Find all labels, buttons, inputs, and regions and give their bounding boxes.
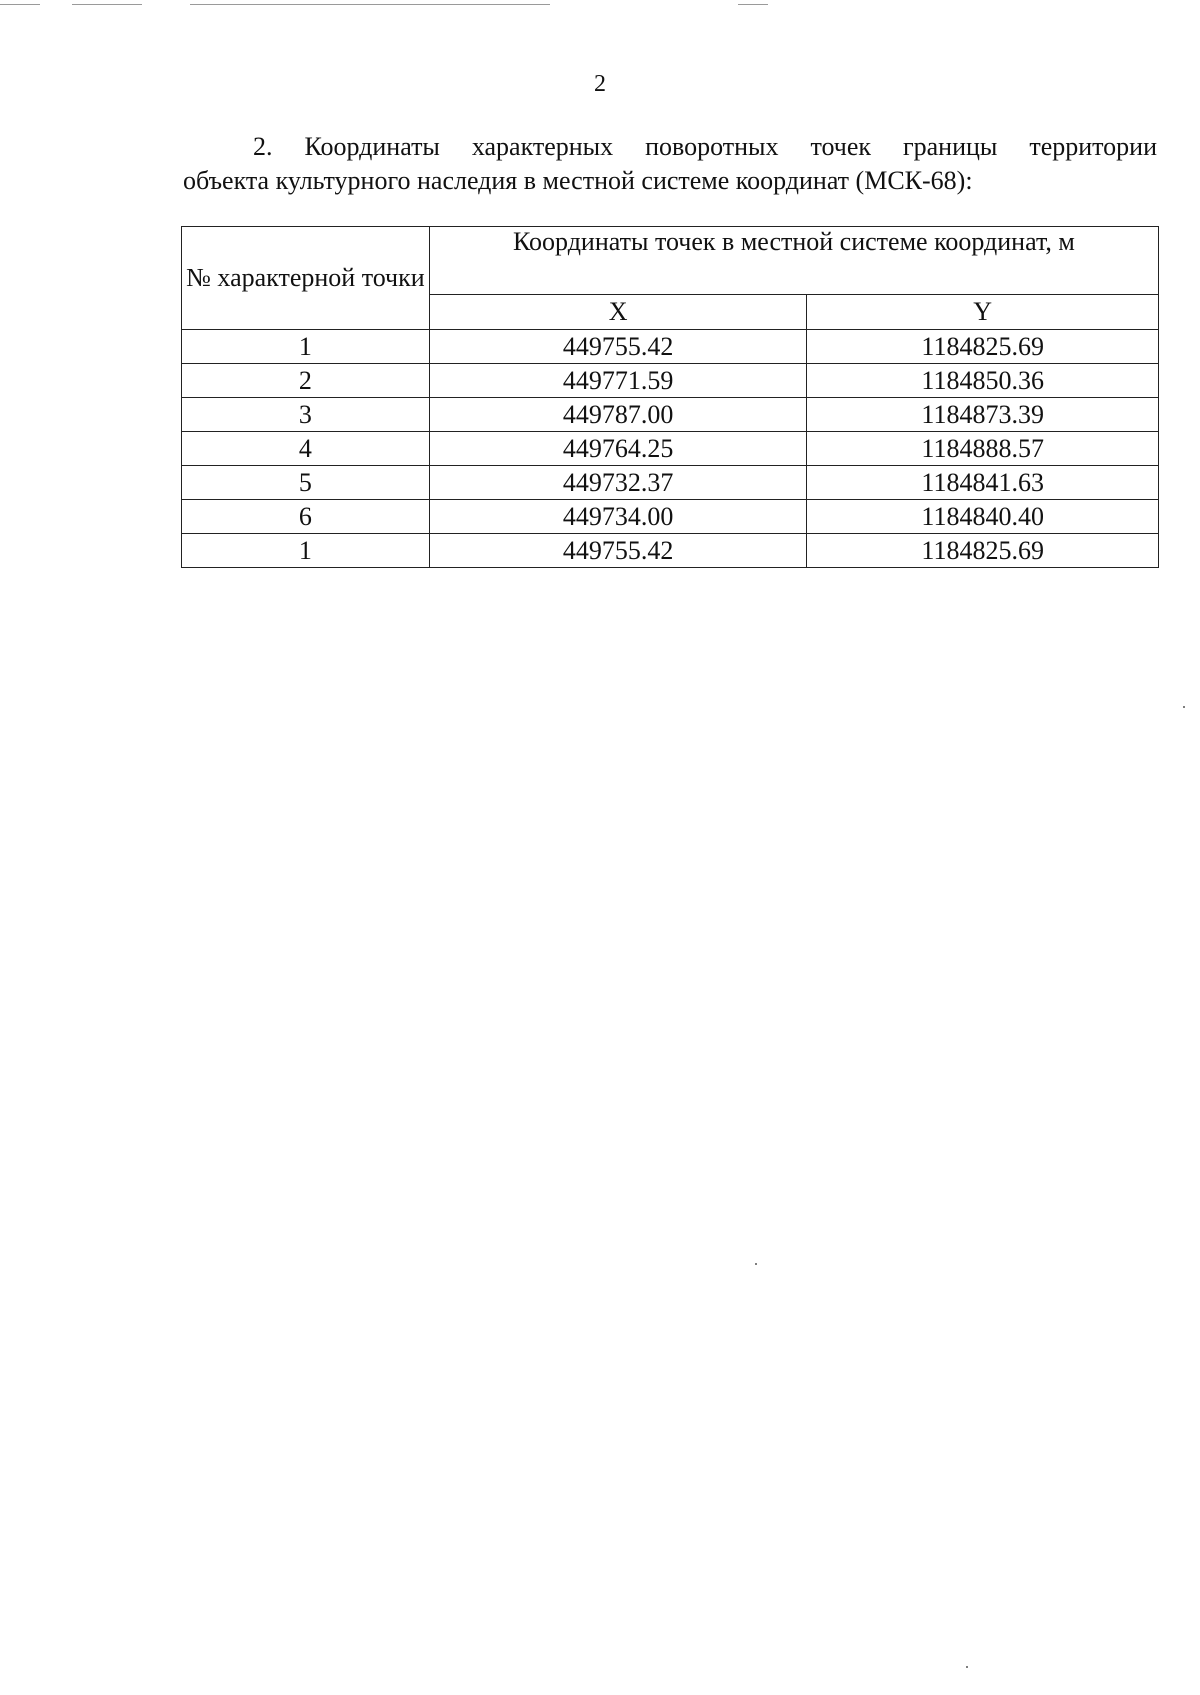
section-paragraph — [183, 130, 1157, 198]
table-header-row — [182, 227, 1159, 295]
y-coordinate-cell: 1184873.39 — [807, 398, 1159, 432]
x-coordinate-cell: 449771.59 — [429, 364, 807, 398]
y-coordinate-cell: 1184825.69 — [807, 534, 1159, 568]
header-point-number: № характерной точки — [182, 227, 430, 330]
table-row — [182, 398, 1159, 432]
x-coordinate-cell: 449732.37 — [429, 466, 807, 500]
paragraph-line-1: 2. Координаты характерных поворотных точек границы территории — [253, 132, 1157, 161]
x-coordinate-cell: 449755.42 — [429, 534, 807, 568]
y-coordinate-cell: 1184841.63 — [807, 466, 1159, 500]
point-number-cell: 1 — [182, 534, 430, 568]
point-number-cell: 6 — [182, 500, 430, 534]
coordinates-table — [181, 226, 1159, 568]
page-number: 2 — [594, 71, 606, 97]
y-coordinate-cell: 1184840.40 — [807, 500, 1159, 534]
y-coordinate-cell: 1184850.36 — [807, 364, 1159, 398]
table-row — [182, 500, 1159, 534]
y-coordinate-cell: 1184888.57 — [807, 432, 1159, 466]
header-x: X — [429, 294, 807, 329]
x-coordinate-cell: 449764.25 — [429, 432, 807, 466]
point-number-cell: 5 — [182, 466, 430, 500]
point-number-cell: 3 — [182, 398, 430, 432]
header-y: Y — [807, 294, 1159, 329]
point-number-cell: 4 — [182, 432, 430, 466]
paragraph-line-2: объекта культурного наследия в местной системе координат (МСК-68): — [183, 166, 973, 195]
x-coordinate-cell: 449787.00 — [429, 398, 807, 432]
scan-speck — [1183, 706, 1185, 708]
y-coordinate-cell: 1184825.69 — [807, 330, 1159, 364]
point-number-cell: 2 — [182, 364, 430, 398]
header-coordinates: Координаты точек в местной системе координат, м — [429, 227, 1158, 295]
table-row — [182, 432, 1159, 466]
table-row — [182, 466, 1159, 500]
x-coordinate-cell: 449734.00 — [429, 500, 807, 534]
point-number-cell: 1 — [182, 330, 430, 364]
table-row — [182, 364, 1159, 398]
table-row — [182, 534, 1159, 568]
scan-edge-marks — [0, 0, 1200, 10]
scan-speck — [755, 1263, 757, 1265]
scan-speck — [966, 1666, 968, 1668]
table-row — [182, 330, 1159, 364]
x-coordinate-cell: 449755.42 — [429, 330, 807, 364]
